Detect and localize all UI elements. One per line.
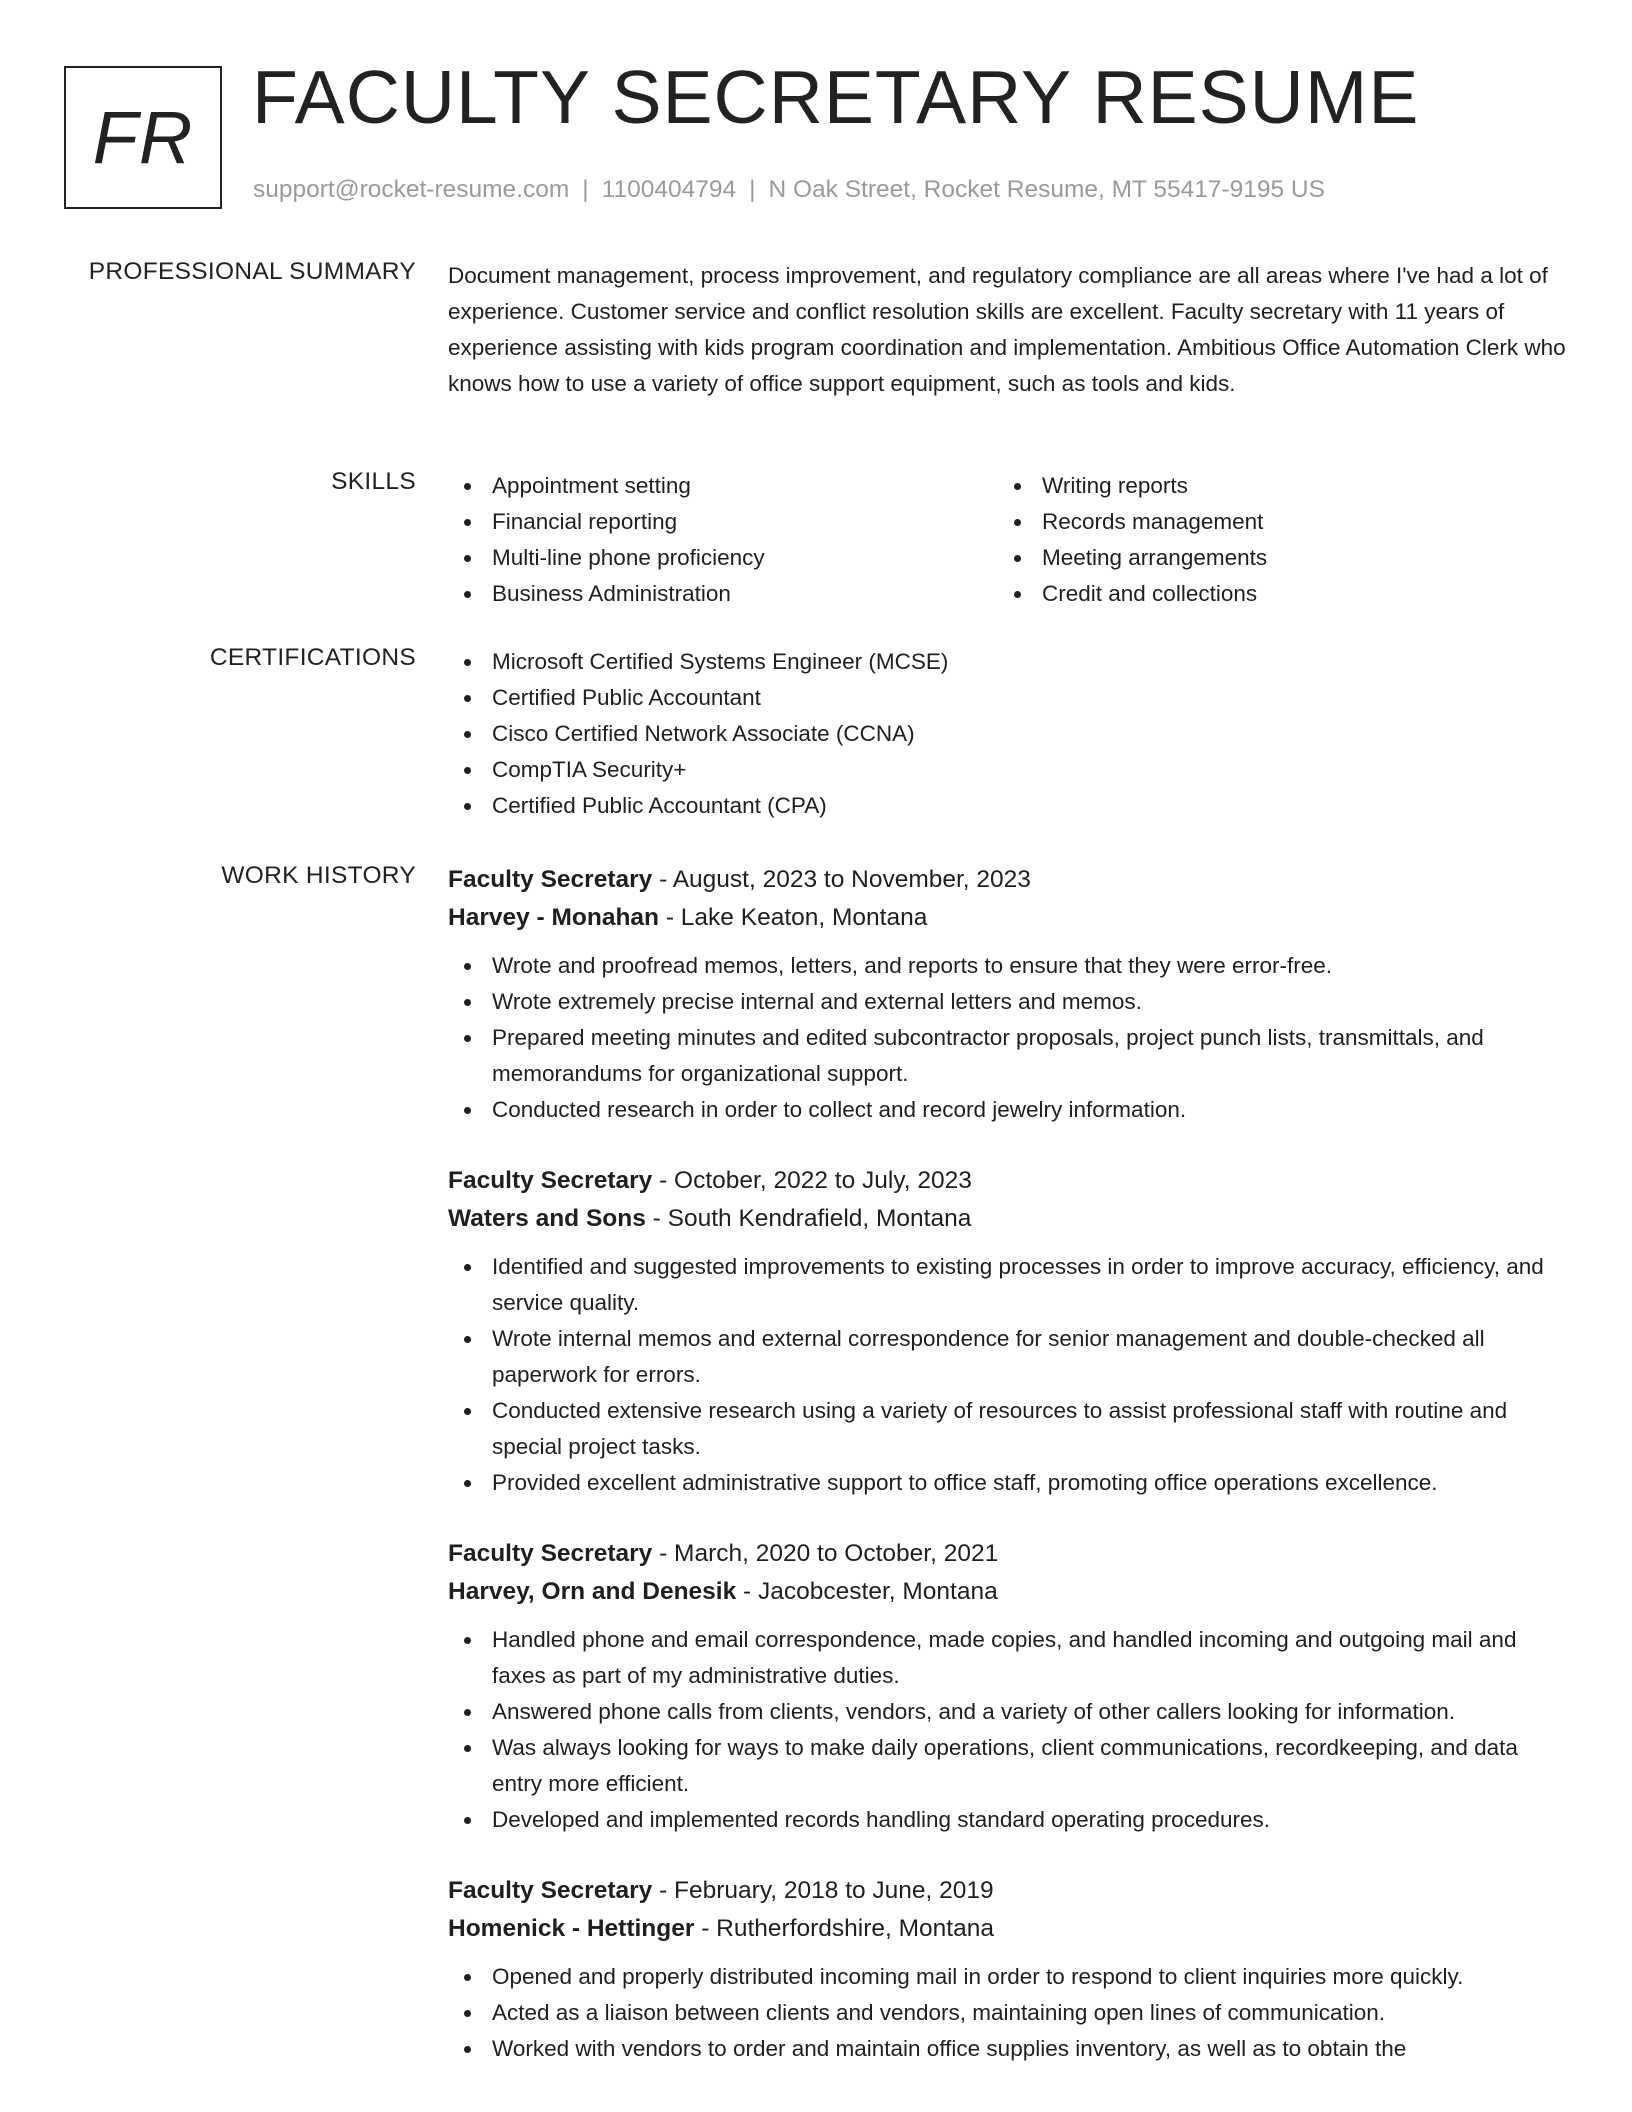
job-company-line (448, 1909, 1568, 1949)
job-company: Waters and Sons (448, 1205, 646, 1232)
job-duties (448, 948, 1568, 1128)
skill-item: Credit and collections (998, 576, 1548, 612)
job-company-line (448, 1199, 1568, 1239)
job-duty: Conducted extensive research using a variety of resources to assist professional staff with routine and special project tasks. (448, 1393, 1568, 1465)
contact-line (253, 176, 1325, 204)
certification-item: Certified Public Accountant (CPA) (448, 788, 1568, 824)
job-title-line (448, 1536, 1568, 1572)
job-duty: Wrote and proofread memos, letters, and reports to ensure that they were error-free. (448, 948, 1568, 984)
skill-item: Records management (998, 504, 1548, 540)
skill-item: Business Administration (448, 576, 998, 612)
job-entry (448, 1873, 1568, 2067)
summary-text: Document management, process improvement, and regulatory compliance are all areas where I've had a lot of experience. Customer service and conflict resolution skills are excellent. Faculty secretary with 11 years of experience assisting with kids program coordination and implementation. Ambitious Office Automation Clerk who knows how to use a variety of office support equipment, such as tools and kids. (448, 263, 1566, 396)
job-title: Faculty Secretary (448, 1167, 653, 1194)
job-duty: Answered phone calls from clients, vendors, and a variety of other callers looking for information. (448, 1694, 1568, 1730)
job-dates: - October, 2022 to July, 2023 (652, 1167, 972, 1194)
resume-title: FACULTY SECRETARY RESUME (252, 55, 1420, 139)
contact-address: N Oak Street, Rocket Resume, MT 55417-9195 US (768, 176, 1325, 203)
certification-item: Cisco Certified Network Associate (CCNA) (448, 716, 1568, 752)
job-location: - Jacobcester, Montana (736, 1578, 998, 1605)
skills-column-2 (998, 468, 1548, 612)
monogram-initials: FR (92, 96, 194, 179)
contact-phone: 1100404794 (601, 176, 737, 203)
job-duty: Wrote extremely precise internal and external letters and memos. (448, 984, 1568, 1020)
certification-item: Certified Public Accountant (448, 680, 1568, 716)
job-company-line (448, 1572, 1568, 1612)
job-dates: - March, 2020 to October, 2021 (652, 1540, 999, 1567)
certifications-list (448, 644, 1568, 824)
job-entry (448, 1163, 1568, 1501)
job-duty: Developed and implemented records handling standard operating procedures. (448, 1802, 1568, 1838)
job-location: - Lake Keaton, Montana (659, 904, 928, 931)
job-duty: Acted as a liaison between clients and vendors, maintaining open lines of communication. (448, 1995, 1568, 2031)
section-label-skills: SKILLS (331, 468, 416, 495)
job-duties (448, 1622, 1568, 1838)
job-duty: Conducted research in order to collect and record jewelry information. (448, 1092, 1568, 1128)
skill-item: Financial reporting (448, 504, 998, 540)
certification-item: Microsoft Certified Systems Engineer (MCSE) (448, 644, 1568, 680)
skill-item: Meeting arrangements (998, 540, 1548, 576)
job-company: Harvey, Orn and Denesik (448, 1578, 737, 1605)
skill-item: Multi-line phone proficiency (448, 540, 998, 576)
job-title: Faculty Secretary (448, 866, 653, 893)
job-duty: Prepared meeting minutes and edited subcontractor proposals, project punch lists, transmittals, and memorandums for organizational support. (448, 1020, 1568, 1092)
section-label-certifications: CERTIFICATIONS (209, 644, 416, 671)
skill-item: Appointment setting (448, 468, 998, 504)
job-duty: Was always looking for ways to make daily operations, client communications, recordkeeping, and data entry more efficient. (448, 1730, 1568, 1802)
job-duty: Provided excellent administrative support to office staff, promoting office operations excellence. (448, 1465, 1568, 1501)
job-title-line (448, 1873, 1568, 1909)
job-dates: - February, 2018 to June, 2019 (652, 1877, 994, 1904)
job-title-line (448, 862, 1568, 898)
job-company: Harvey - Monahan (448, 904, 660, 931)
job-duties (448, 1249, 1568, 1501)
section-label-summary: PROFESSIONAL SUMMARY (88, 258, 416, 285)
job-dates: - August, 2023 to November, 2023 (652, 866, 1031, 893)
job-company-line (448, 898, 1568, 938)
skill-item: Writing reports (998, 468, 1548, 504)
job-duty: Wrote internal memos and external correspondence for senior management and double-checked all paperwork for errors. (448, 1321, 1568, 1393)
skills-list (448, 468, 1568, 612)
contact-separator: | (582, 176, 589, 203)
monogram-badge (64, 66, 222, 209)
job-duty: Opened and properly distributed incoming mail in order to respond to client inquiries more quickly. (448, 1959, 1568, 1995)
job-entry (448, 1536, 1568, 1838)
job-duties (448, 1959, 1568, 2067)
job-title: Faculty Secretary (448, 1877, 653, 1904)
contact-separator: | (749, 176, 756, 203)
skills-column-1 (448, 468, 998, 612)
job-entry (448, 862, 1568, 1128)
job-title-line (448, 1163, 1568, 1199)
job-duty: Worked with vendors to order and maintain office supplies inventory, as well as to obtain the (448, 2031, 1568, 2067)
job-duty: Handled phone and email correspondence, made copies, and handled incoming and outgoing mail and faxes as part of my administrative duties. (448, 1622, 1568, 1694)
job-company: Homenick - Hettinger (448, 1915, 695, 1942)
job-location: - Rutherfordshire, Montana (694, 1915, 994, 1942)
job-title: Faculty Secretary (448, 1540, 653, 1567)
certification-item: CompTIA Security+ (448, 752, 1568, 788)
job-duty: Identified and suggested improvements to existing processes in order to improve accuracy, efficiency, and service quality. (448, 1249, 1568, 1321)
work-history-list (448, 862, 1568, 2102)
section-label-work-history: WORK HISTORY (221, 862, 416, 889)
contact-email: support@rocket-resume.com (253, 176, 570, 203)
job-location: - South Kendrafield, Montana (645, 1205, 972, 1232)
